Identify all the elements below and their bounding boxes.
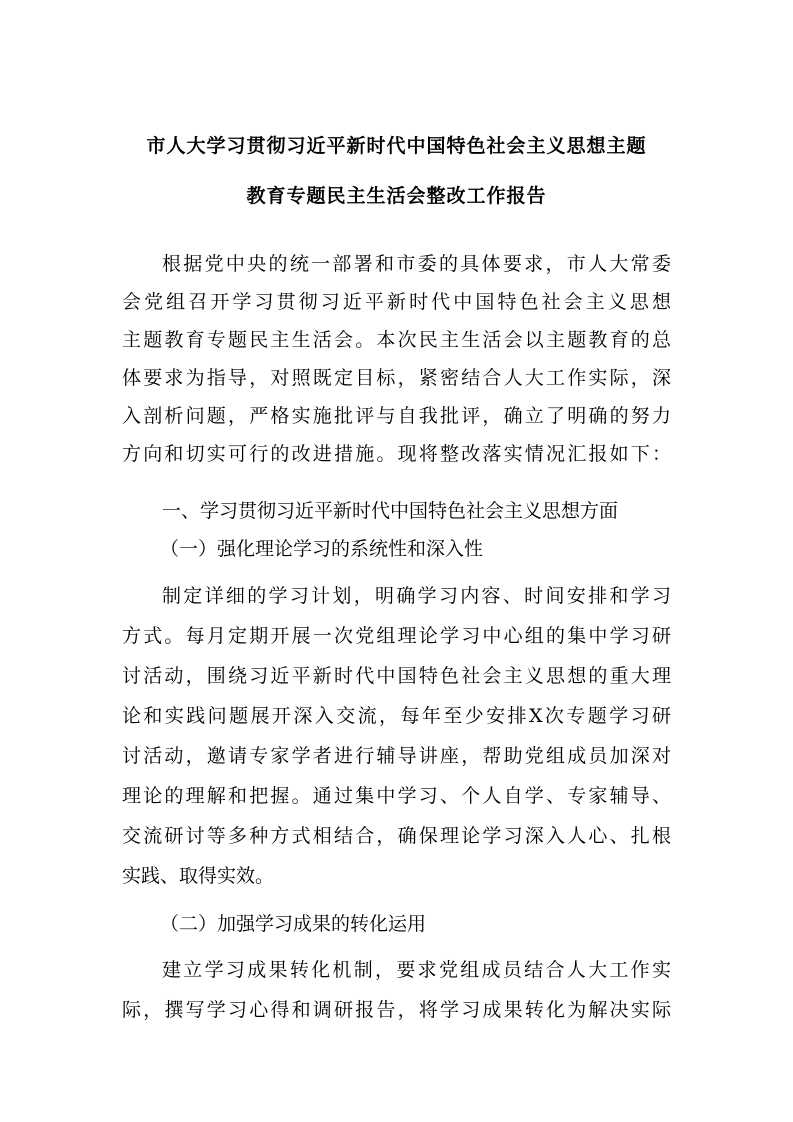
paragraph-line: 入剖析问题，严格实施批评与自我批评，确立了明确的努力: [122, 405, 671, 427]
document-title-line-2: 教育专题民主生活会整改工作报告: [246, 185, 547, 207]
paragraph-line: 制定详细的学习计划，明确学习内容、时间安排和学习: [162, 585, 671, 607]
subsection-heading: （二）加强学习成果的转化运用: [160, 913, 427, 935]
section-heading: 一、学习贯彻习近平新时代中国特色社会主义思想方面: [162, 500, 619, 522]
paragraph-line: 体要求为指导，对照既定目标，紧密结合人大工作实际，深: [122, 367, 671, 389]
paragraph-line: 会党组召开学习贯彻习近平新时代中国特色社会主义思想: [122, 291, 671, 313]
paragraph-line: 根据党中央的统一部署和市委的具体要求，市人大常委: [162, 253, 671, 275]
paragraph-line: 论和实践问题展开深入交流，每年至少安排X次专题学习研: [122, 705, 671, 727]
paragraph-line: 方向和切实可行的改进措施。现将整改落实情况汇报如下：: [122, 443, 671, 465]
paragraph-line: 讨活动，邀请专家学者进行辅导讲座，帮助党组成员加深对: [122, 745, 671, 767]
paragraph-line: 方式。每月定期开展一次党组理论学习中心组的集中学习研: [122, 625, 671, 647]
paragraph-line: 交流研讨等多种方式相结合，确保理论学习深入人心、扎根: [122, 825, 671, 847]
document-title-line-1: 市人大学习贯彻习近平新时代中国特色社会主义思想主题: [146, 135, 647, 157]
paragraph-line: 主题教育专题民主生活会。本次民主生活会以主题教育的总: [122, 329, 671, 351]
paragraph-line: 讨活动，围绕习近平新时代中国特色社会主义思想的重大理: [122, 665, 671, 687]
paragraph-line: 实践、取得实效。: [122, 865, 275, 887]
paragraph-line: 际，撰写学习心得和调研报告，将学习成果转化为解决实际: [122, 999, 671, 1021]
paragraph-line: 理论的理解和把握。通过集中学习、个人自学、专家辅导、: [122, 785, 671, 807]
subsection-heading: （一）强化理论学习的系统性和深入性: [160, 538, 484, 560]
paragraph-line: 建立学习成果转化机制，要求党组成员结合人大工作实: [162, 959, 671, 981]
